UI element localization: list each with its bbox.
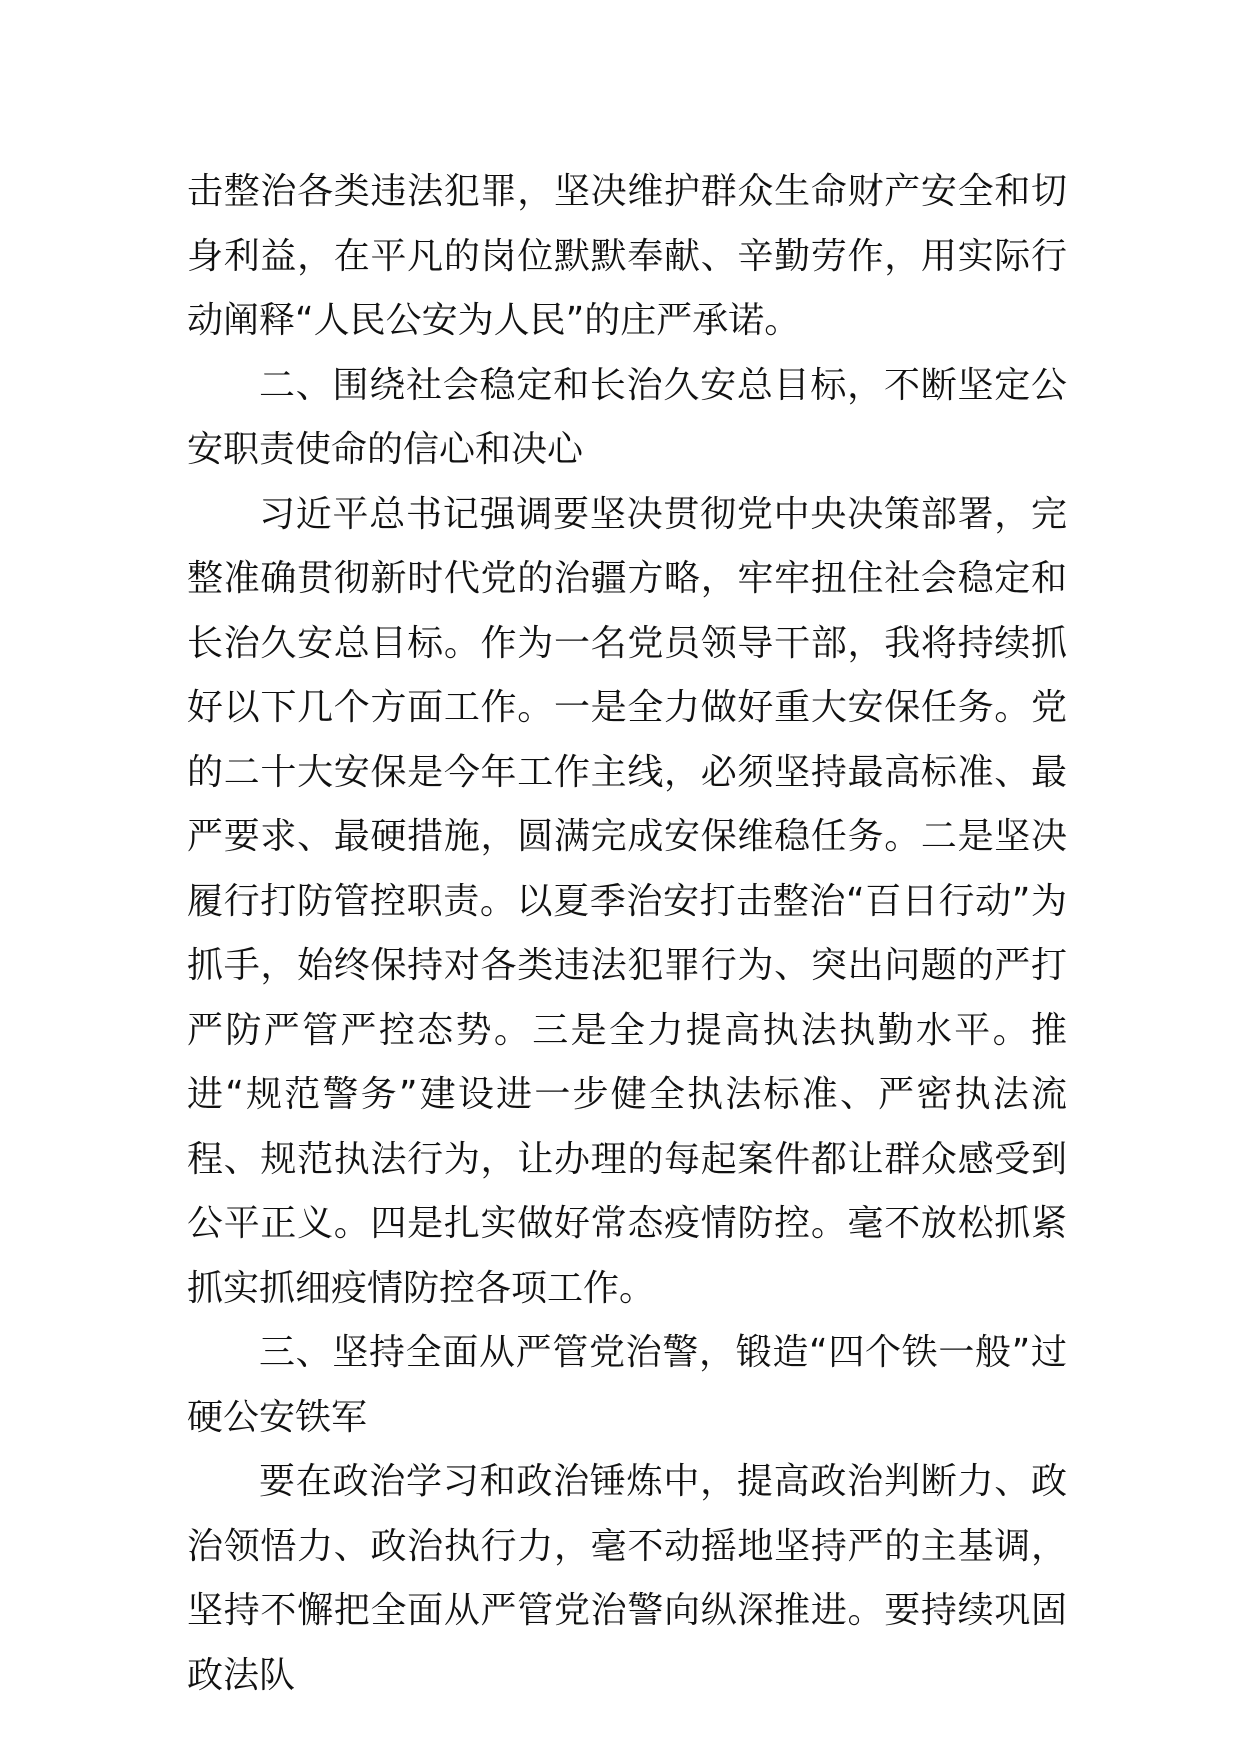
section-heading-3: 三、坚持全面从严管党治警，锻造“四个铁一般”过硬公安铁军 <box>187 1332 1067 1438</box>
paragraph-section-3: 要在政治学习和政治锤炼中，提高政治判断力、政治领悟力、政治执行力，毫不动摇地坚持严的主基调，坚持不懈把全面从严管党治警向纵深推进。要持续巩固政法队 <box>187 1461 1067 1696</box>
paragraph-section-2: 习近平总书记强调要坚决贯彻党中央决策部署，完整准确贯彻新时代党的治疆方略，牢牢扭住社会稳定和长治久安总目标。作为一名党员领导干部，我将持续抓好以下几个方面工作。一是全力做好重大安保任务。党的二十大安保是今年工作主线，必须坚持最高标准、最严要求、最硬措施，圆满完成安保维稳任务。二是坚决履行打防管控职责。以夏季治安打击整治“百日行动”为抓手，始终保持对各类违法犯罪行为、突出问题的严打严防严管严控态势。三是全力提高执法执勤水平。推进“规范警务”建设进一步健全执法标准、严密执法流程、规范执法行为，让办理的每起案件都让群众感受到公平正义。四是扎实做好常态疫情防控。毫不放松抓紧抓实抓细疫情防控各项工作。 <box>187 493 1067 1309</box>
body-text <box>187 160 1067 1708</box>
section-heading-2: 二、围绕社会稳定和长治久安总目标，不断坚定公安职责使命的信心和决心 <box>187 364 1067 470</box>
paragraph-continuation: 击整治各类违法犯罪，坚决维护群众生命财产安全和切身利益，在平凡的岗位默默奉献、辛勤劳作，用实际行动阐释“人民公安为人民”的庄严承诺。 <box>187 171 1067 341</box>
